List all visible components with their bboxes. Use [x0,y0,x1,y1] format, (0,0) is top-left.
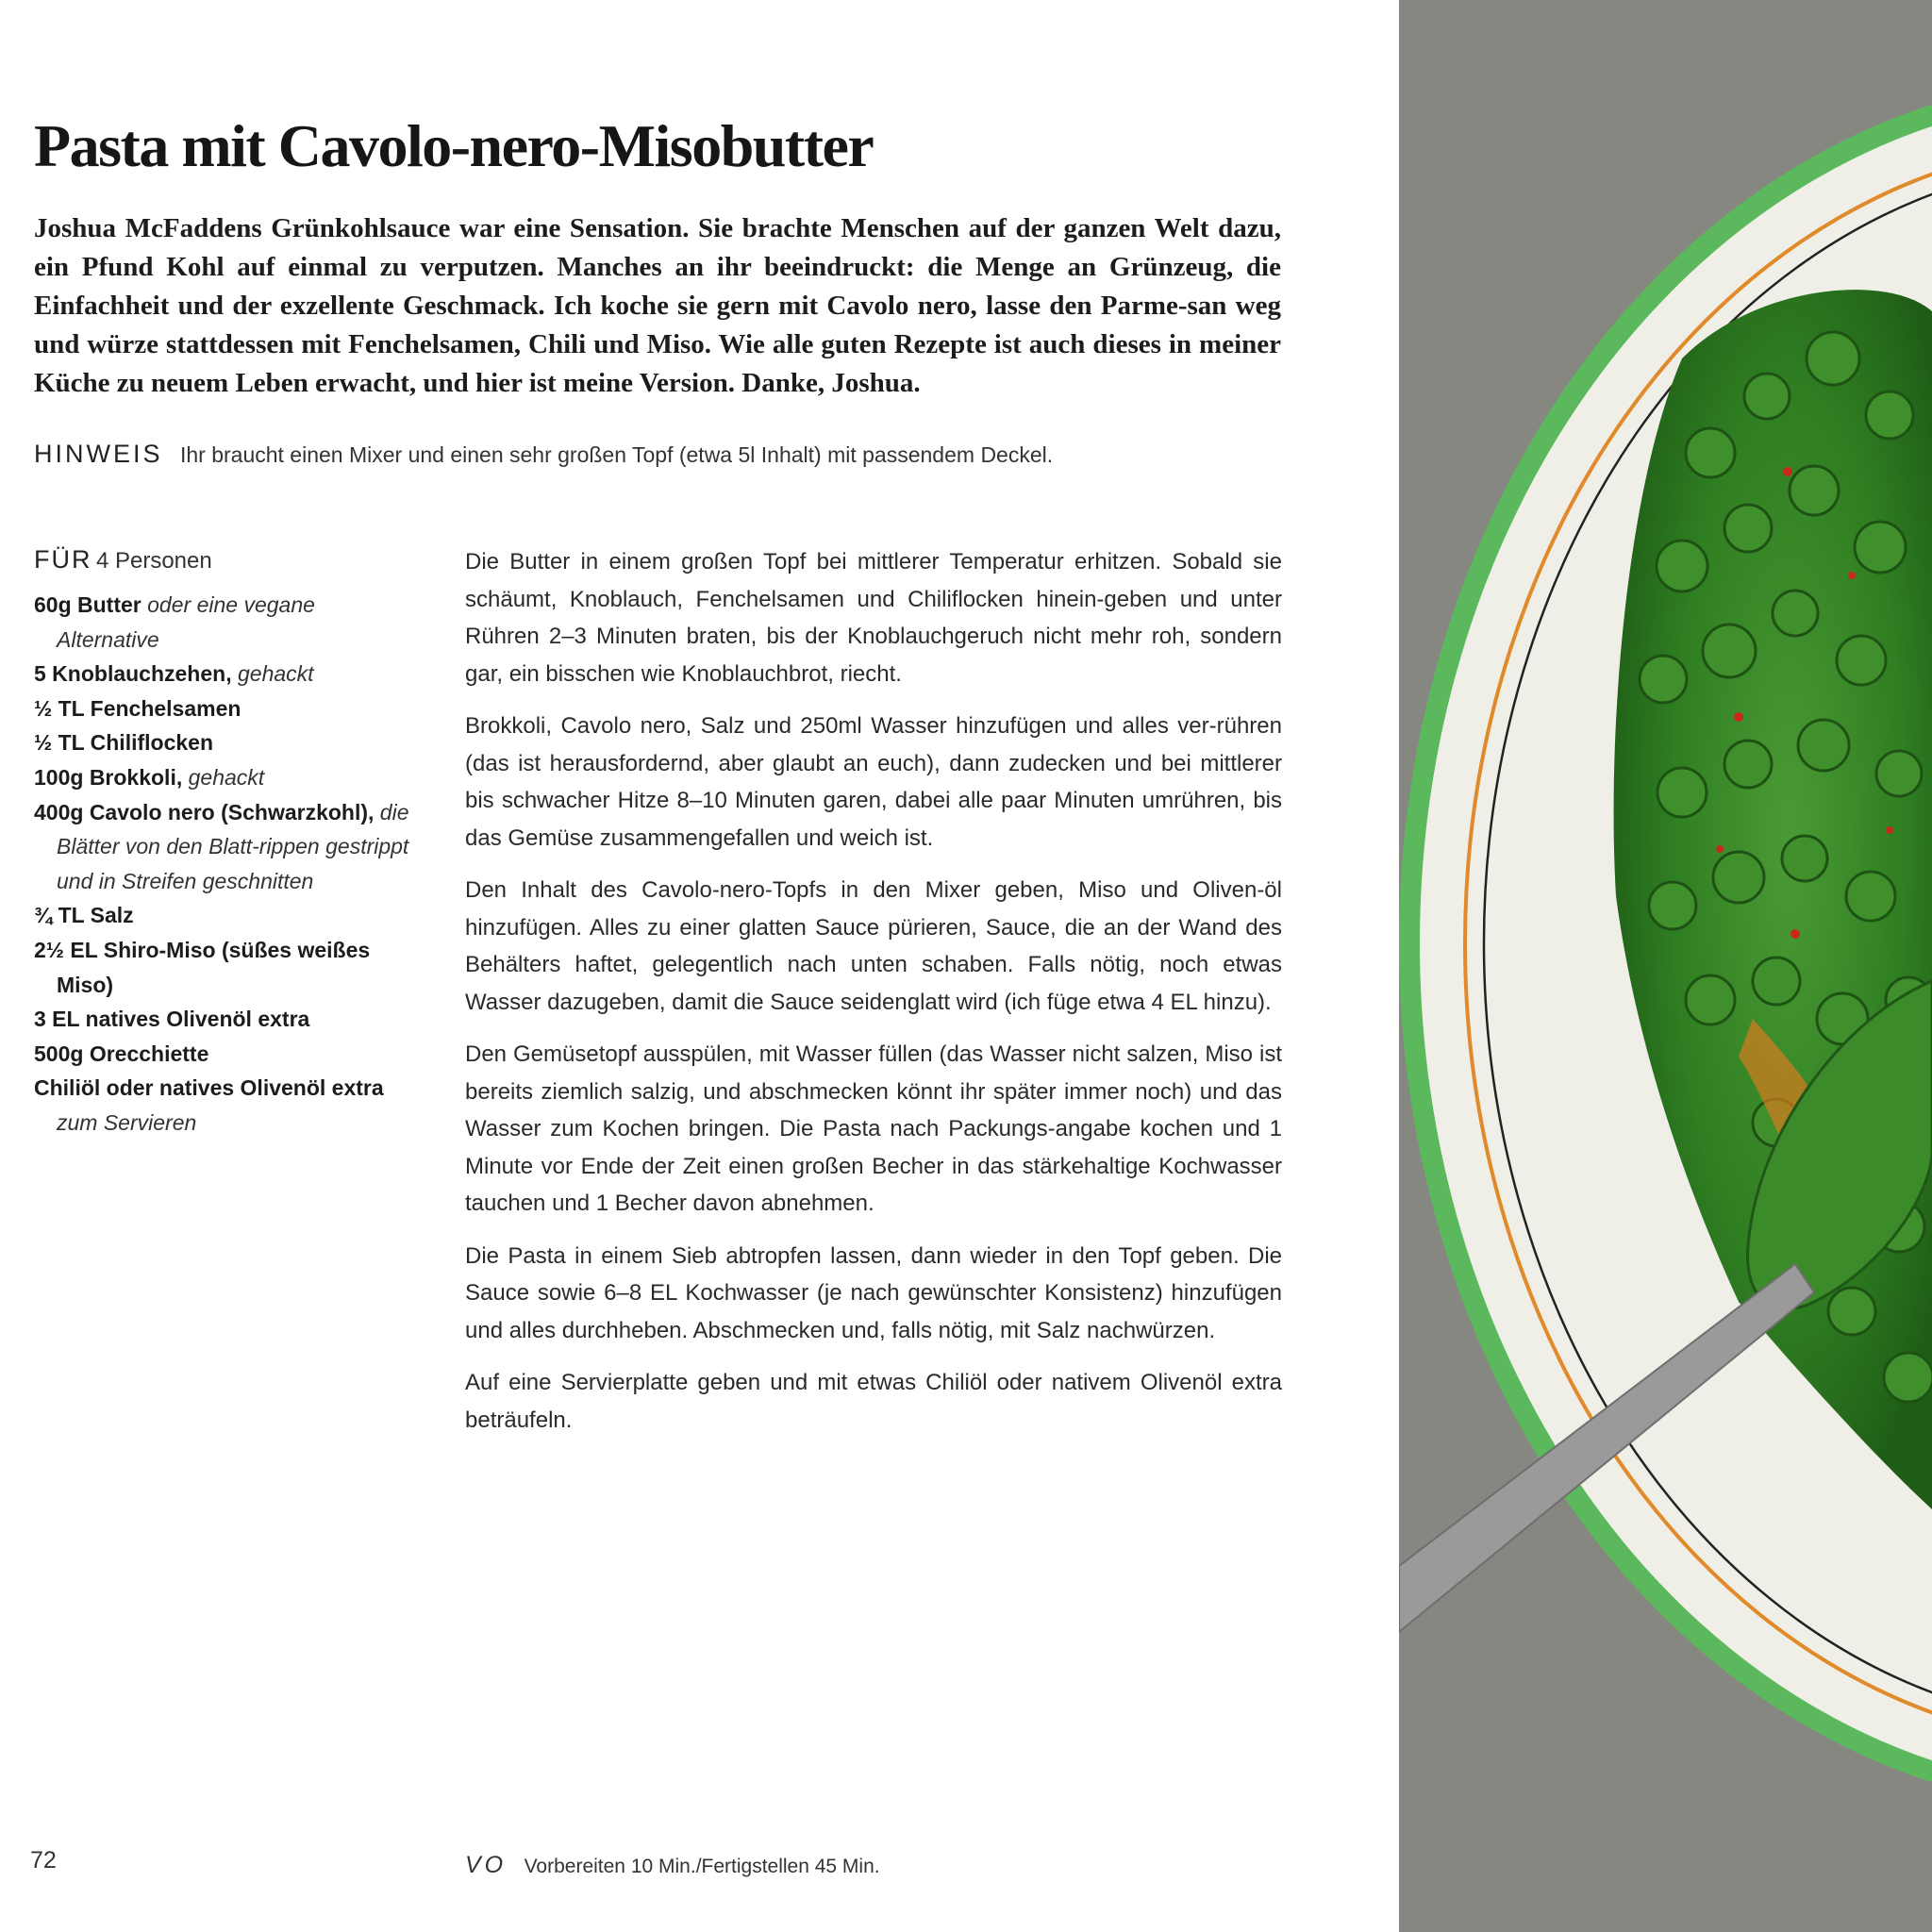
ingredient-note: gehackt [231,661,314,687]
ingredient-item [34,795,411,899]
dish-photo [1399,0,1932,1932]
ingredient-amount: ½ TL Fenchelsamen [34,695,242,721]
ingredient-amount: 2½ EL Shiro-Miso (süßes weißes Miso) [34,937,371,997]
ingredient-item [34,1037,411,1072]
method-step: Den Inhalt des Cavolo-nero-Topfs in den Mixer geben, Miso und Oliven-öl hinzufügen. Alles zu einer glatten Sauce pürieren, Sauce, die an der Wand des Behälters haftet, gelegentlich nach unten schaben. Falls nötig, noch etwas Wasser dazugeben, damit die Sauce seidenglatt wird (ich füge etwa 4 EL hinzu). [465,877,1282,1015]
ingredient-item [34,725,411,760]
ingredient-amount: 100g Brokkoli, [34,764,183,790]
ingredient-note: zum Servieren [57,1109,197,1135]
ingredient-item [34,898,411,933]
timing-text: Vorbereiten 10 Min./Fertigstellen 45 Min. [524,1856,880,1877]
recipe-intro: Joshua McFaddens Grünkohlsauce war eine Sensation. Sie brachte Menschen auf der ganzen Welt dazu, ein Pfund Kohl auf einmal zu verputzen. Manches an ihr beeindruckt: die Menge an Grünzeug, die Einfachheit und der exzellente Geschmack. Ich koche sie gern mit Cavolo nero, lasse den Parme-san weg und würze stattdessen mit Fenchelsamen, Chili und Miso. Wie alle guten Rezepte ist auch dieses in meiner Küche zu neuem Leben erwacht, und hier ist meine Version. Danke, Joshua. [34,213,1281,398]
timing-footer [465,1852,880,1879]
method-step: Die Pasta in einem Sieb abtropfen lassen, dann wieder in den Topf geben. Die Sauce sowie 6–8 EL Kochwasser (je nach gewünschter Konsistenz) hinzufügen und alles durchheben. Abschmecken und, falls nötig, mit Salz nachwürzen. [465,1242,1282,1343]
dish-photo-illustration [1399,0,1932,1932]
ingredient-amount: ½ TL Chiliflocken [34,730,213,756]
ingredient-note: gehackt [182,764,265,790]
hint-label: HINWEIS [34,440,163,468]
ingredient-item [34,933,411,1002]
servings [34,545,411,575]
method-step: Den Gemüsetopf ausspülen, mit Wasser füllen (das Wasser nicht salzen, Miso ist bereits ziemlich salzig, und abschmecken könnt ihr später immer noch) und das Wasser zum Kochen bringen. Die Pasta nach Packungs-angabe kochen und 1 Minute vor Ende der Zeit einen großen Becher in das stärkehaltige Kochwasser tauchen und 1 Becher davon abnehmen. [465,1041,1282,1216]
ingredient-note: die Blätter von den Blatt-rippen gestrippt und in Streifen geschnitten [57,799,409,893]
hint-text: Ihr braucht einen Mixer und einen sehr großen Topf (etwa 5l Inhalt) mit passendem Deckel. [179,442,1054,467]
ingredient-item [34,691,411,726]
ingredient-amount: ¾ TL Salz [34,903,134,928]
ingredient-item [34,760,411,795]
ingredient-amount: 500g Orecchiette [34,1041,209,1066]
ingredient-item [34,588,411,657]
method-step: Die Butter in einem großen Topf bei mittlerer Temperatur erhitzen. Sobald sie schäumt, Knoblauch, Fenchelsamen und Chiliflocken hinein-geben und unter Rühren 2–3 Minuten braten, bis der Knoblauchgeruch nicht mehr roh, sondern gar, ein bisschen wie Knoblauchbrot, riecht. [465,549,1282,687]
page-number: 72 [30,1847,57,1874]
ingredient-amount: Chiliöl oder natives Olivenöl extra [34,1075,384,1101]
ingredient-amount: 5 Knoblauchzehen, [34,661,232,687]
ingredient-amount: 3 EL natives Olivenöl extra [34,1007,310,1032]
ingredient-list [34,588,411,1141]
ingredient-item [34,657,411,691]
method-step: Auf eine Servierplatte geben und mit etwas Chiliöl oder nativem Olivenöl extra beträufeln. [465,1370,1282,1433]
method-step: Brokkoli, Cavolo nero, Salz und 250ml Wasser hinzufügen und alles ver-rühren (das ist herausfordernd, aber glaubt an euch), dann zudecken und bei mittlerer bis schwacher Hitze 8–10 Minuten garen, dabei alle paar Minuten umrühren, bis das Gemüse zusammengefallen und weich ist. [465,713,1282,851]
ingredient-amount: 400g Cavolo nero (Schwarzkohl), [34,799,375,824]
ingredient-note: oder eine vegane Alternative [57,592,315,652]
ingredients-column [34,545,411,1141]
method-column [465,543,1282,1454]
ingredient-item [34,1071,411,1140]
recipe-title: Pasta mit Cavolo-nero-Misobutter [34,112,874,179]
servings-count: 4 Personen [95,548,212,574]
servings-label: FÜR [34,545,92,574]
ingredient-item [34,1002,411,1037]
hint-note [34,440,1053,469]
diet-code: VO [465,1852,508,1878]
ingredient-amount: 60g Butter [34,592,142,617]
